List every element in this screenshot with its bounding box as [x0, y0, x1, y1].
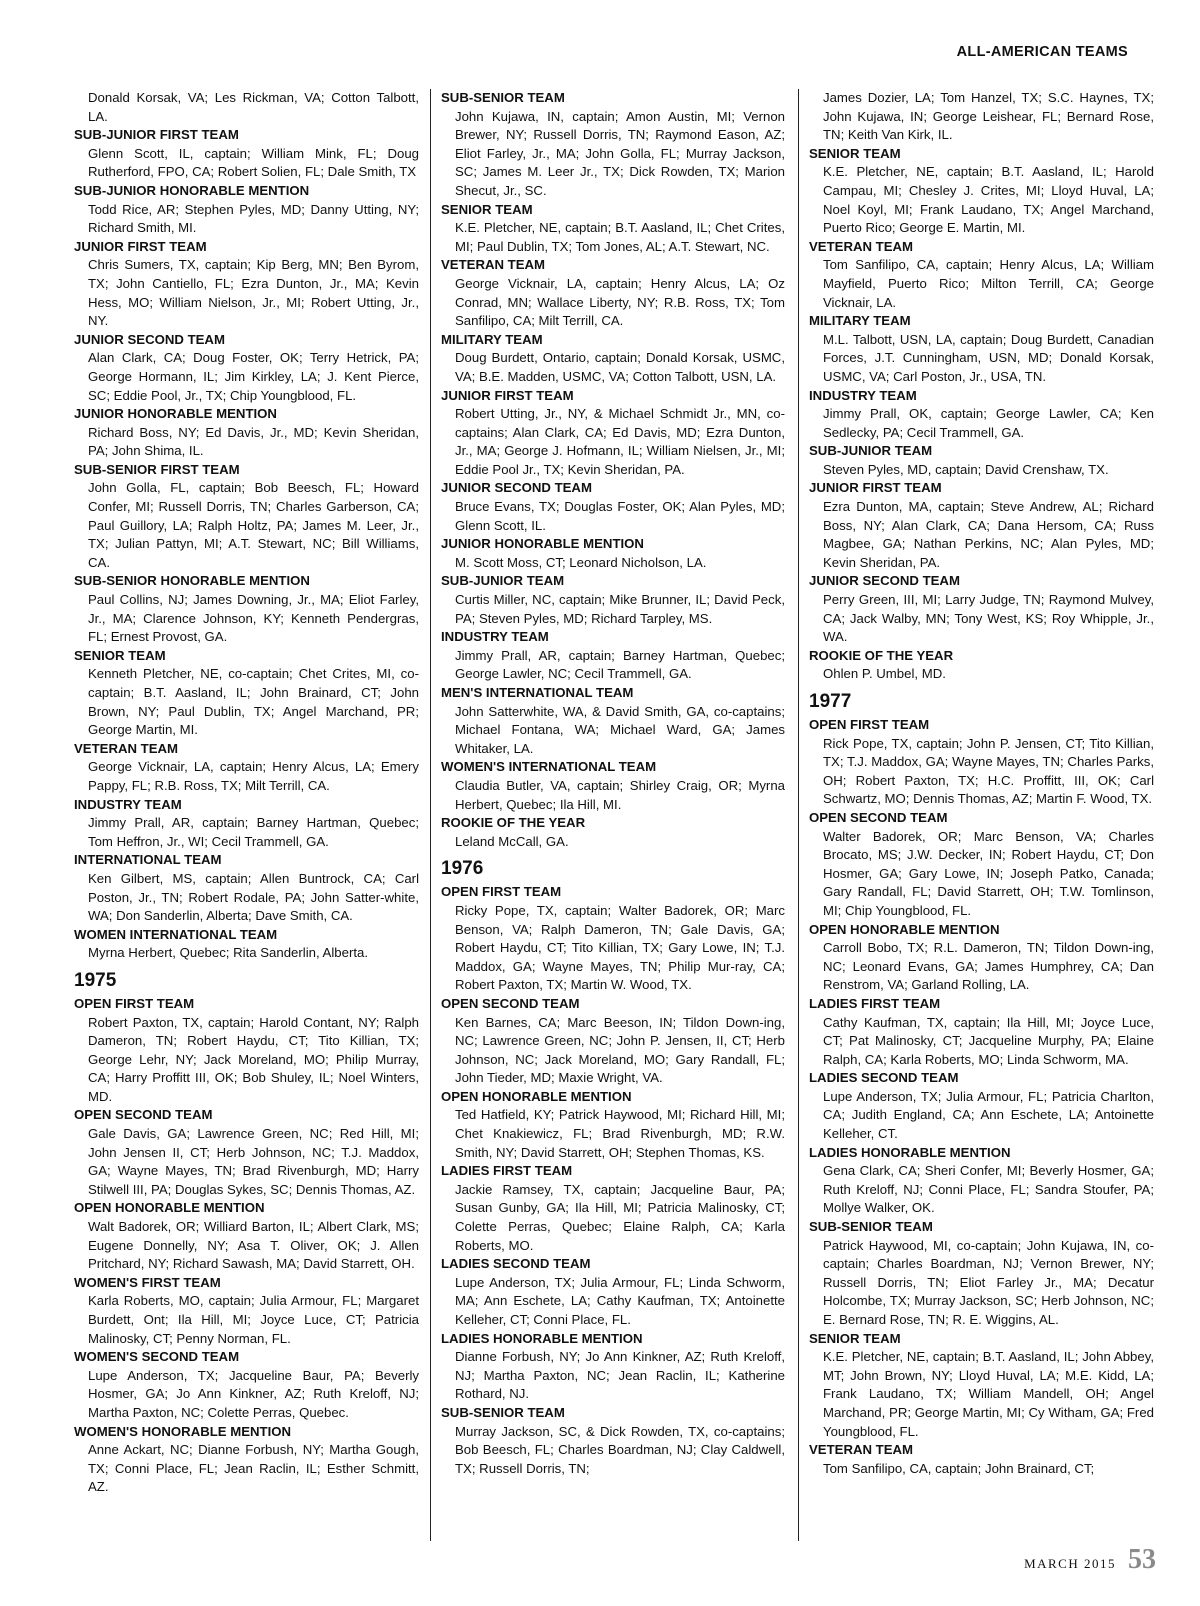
column-middle: [441, 89, 785, 1478]
team-heading: WOMEN INTERNATIONAL TEAM: [74, 926, 278, 942]
team-roster: Donald Korsak, VA; Les Rickman, VA; Cotton Talbott, LA.: [88, 90, 419, 124]
team-roster: Ezra Dunton, MA, captain; Steve Andrew, AL; Richard Boss, NY; Alan Clark, CA; Dana Hersom, CA; Russ Magbee, GA; Nathan Perkins, NC; Alan Pyles, MD; Kevin Sheridan, PA.: [823, 499, 1154, 570]
team-heading: LADIES HONORABLE MENTION: [441, 1330, 643, 1346]
team-roster: Robert Paxton, TX, captain; Harold Contant, NY; Ralph Dameron, TN; Robert Haydu, CT; Tito Killian, TX; George Lehr, NY; Jack Moreland, MO; Philip Murray, CA; Harry Proffitt III, OK; Bob Shuley, IL; Noel Winters, MD.: [88, 1014, 419, 1104]
team-roster: Rick Pope, TX, captain; John P. Jensen, CT; Tito Killian, TX; T.J. Maddox, GA; Wayne Mayes, TN; Charles Parks, OH; Robert Paxton, TX; H.C. Proffitt, III, OK; Carl Schwartz, MO; Dennis Thomas, AZ; Martin F. Wood, TX.: [823, 735, 1154, 807]
team-heading: WOMEN'S FIRST TEAM: [74, 1274, 221, 1290]
year-heading: 1977: [809, 691, 852, 712]
team-heading: WOMEN'S INTERNATIONAL TEAM: [441, 759, 657, 775]
team-heading: INTERNATIONAL TEAM: [74, 852, 222, 868]
team-roster: Tom Sanfilipo, CA, captain; Henry Alcus, LA; William Mayfield, Puerto Rico; Milton Terrill, CA; George Vicknair, LA.: [823, 257, 1154, 310]
team-heading: VETERAN TEAM: [441, 257, 546, 273]
team-roster: Robert Utting, Jr., NY, & Michael Schmidt Jr., MN, co-captains; Alan Clark, CA; Ed Davis, MD; Ezra Dunton, Jr., MA; George J. Hofmann, IL; William Nielsen, Jr., MI; Eddie Pool Jr., TX; Kevin Sheridan, PA.: [455, 406, 785, 477]
team-heading: JUNIOR FIRST TEAM: [441, 387, 574, 403]
team-roster: James Dozier, LA; Tom Hanzel, TX; S.C. Haynes, TX; John Kujawa, IN; George Leishear, FL; Bernard Rose, TN; Keith Van Kirk, IL.: [823, 90, 1154, 143]
year-heading: 1975: [74, 969, 117, 991]
team-roster: Lupe Anderson, TX; Jacqueline Baur, PA; Beverly Hosmer, GA; Jo Ann Kinkner, AZ; Ruth Kreloff, NJ; Martha Paxton, NC; Colette Perras, Quebec.: [88, 1367, 419, 1420]
team-heading: LADIES SECOND TEAM: [809, 1070, 959, 1086]
team-roster: Carroll Bobo, TX; R.L. Dameron, TN; Tildon Down-ing, NC; Leonard Evans, GA; James Humphrey, CA; Dan Renstrom, VA; Garland Rolling, LA.: [823, 940, 1154, 993]
team-roster: Karla Roberts, MO, captain; Julia Armour, FL; Margaret Burdett, Ont; Ila Hill, MI; Joyce Luce, CT; Patricia Malinosky, CT; Penny Norman, FL.: [88, 1293, 419, 1346]
team-roster: Anne Ackart, NC; Dianne Forbush, NY; Martha Gough, TX; Conni Place, FL; Jean Raclin, IL; Esther Schmitt, AZ.: [88, 1442, 419, 1495]
team-heading: SUB-SENIOR TEAM: [441, 1404, 565, 1420]
team-roster: Cathy Kaufman, TX, captain; Ila Hill, MI; Joyce Luce, CT; Pat Malinosky, CT; Jacqueline Murphy, PA; Elaine Ralph, CA; Karla Roberts, MO; Linda Schworm, MA.: [823, 1014, 1154, 1067]
team-heading: JUNIOR FIRST TEAM: [809, 480, 942, 496]
team-roster: John Satterwhite, WA, & David Smith, GA, co-captains; Michael Fontana, WA; Michael Ward, GA; James Whitaker, LA.: [455, 703, 785, 756]
team-roster: M. Scott Moss, CT; Leonard Nicholson, LA.: [455, 554, 707, 570]
column-left: [74, 89, 419, 1497]
team-heading: SUB-JUNIOR TEAM: [809, 443, 933, 459]
team-heading: INDUSTRY TEAM: [809, 387, 917, 403]
team-heading: SUB-JUNIOR HONORABLE MENTION: [74, 182, 310, 198]
team-heading: INDUSTRY TEAM: [441, 629, 549, 645]
team-roster: Ted Hatfield, KY; Patrick Haywood, MI; Richard Hill, MI; Chet Knakiewicz, FL; Brad Rivenburgh, MD; R.W. Smith, NY; David Starrett, OH; Stephen Thomas, KS.: [455, 1107, 785, 1160]
team-heading: VETERAN TEAM: [74, 740, 179, 756]
team-roster: Jackie Ramsey, TX, captain; Jacqueline Baur, PA; Susan Gunby, GA; Ila Hill, MI; Patricia Malinosky, CT; Colette Perras, Quebec; Elaine Ralph, CA; Karla Roberts, MO.: [455, 1181, 785, 1253]
team-heading: OPEN SECOND TEAM: [441, 995, 580, 1011]
team-heading: MILITARY TEAM: [809, 313, 911, 329]
team-heading: VETERAN TEAM: [809, 238, 914, 254]
team-heading: SUB-SENIOR FIRST TEAM: [74, 461, 240, 477]
team-roster: Jimmy Prall, AR, captain; Barney Hartman, Quebec; George Lawler, NC; Cecil Trammell, GA.: [455, 647, 785, 682]
column-divider: [430, 89, 431, 1541]
team-heading: SUB-SENIOR TEAM: [809, 1219, 933, 1235]
team-roster: Ricky Pope, TX, captain; Walter Badorek, OR; Marc Benson, VA; Ralph Dameron, TN; Gale Davis, GA; Robert Haydu, CT; Tito Killian, TX; Gary Lowe, IN; T.J. Maddox, GA; Wayne Mayes, TN; Philip Mur-ray, CA; Robert Paxton, TX; Martin W. Wood, TX.: [455, 902, 785, 993]
team-heading: LADIES FIRST TEAM: [809, 995, 941, 1011]
team-heading: LADIES HONORABLE MENTION: [809, 1144, 1011, 1160]
team-roster: Tom Sanfilipo, CA, captain; John Brainard, CT;: [823, 1460, 1095, 1476]
team-heading: SENIOR TEAM: [74, 647, 166, 663]
team-roster: Gena Clark, CA; Sheri Confer, MI; Beverly Hosmer, GA; Ruth Kreloff, NJ; Conni Place, FL; Sandra Stoufer, PA; Mollye Walker, OK.: [823, 1163, 1154, 1216]
team-heading: LADIES FIRST TEAM: [441, 1163, 573, 1179]
column-right: [809, 89, 1154, 1478]
team-heading: OPEN FIRST TEAM: [74, 995, 195, 1011]
team-roster: Chris Sumers, TX, captain; Kip Berg, MN; Ben Byrom, TX; John Cantiello, FL; Ezra Dunton, Jr., MA; Kevin Hess, MO; William Nielson, Jr., MI; Robert Utting, Jr., NY.: [88, 257, 419, 329]
issue-date: MARCH 2015: [1024, 1556, 1116, 1571]
team-heading: MILITARY TEAM: [441, 331, 543, 347]
team-roster: Walter Badorek, OR; Marc Benson, VA; Charles Brocato, MS; J.W. Decker, IN; Robert Haydu, CT; Don Hosmer, GA; Gary Lowe, IN; Joseph Patko, Canada; Gary Randall, FL; David Starrett, OH; T.W. Tomlinson, MI; Chip Youngblood, FL.: [823, 828, 1154, 918]
team-heading: WOMEN'S HONORABLE MENTION: [74, 1423, 292, 1439]
team-heading: SENIOR TEAM: [809, 1330, 901, 1346]
team-roster: Richard Boss, NY; Ed Davis, Jr., MD; Kevin Sheridan, PA; John Shima, IL.: [88, 424, 419, 459]
page-number: 53: [1128, 1544, 1156, 1575]
year-heading: 1976: [441, 858, 484, 880]
team-roster: K.E. Pletcher, NE, captain; B.T. Aasland, IL; Chet Crites, MI; Paul Dublin, TX; Tom Jones, AL; A.T. Stewart, NC.: [455, 220, 785, 254]
team-roster: Walt Badorek, OR; Williard Barton, IL; Albert Clark, MS; Eugene Donnelly, NY; Asa T. Oliver, OK; J. Allen Pritchard, NY; Richard Sawash, MA; David Starrett, OH.: [88, 1219, 419, 1272]
team-heading: OPEN SECOND TEAM: [74, 1107, 213, 1123]
team-heading: ROOKIE OF THE YEAR: [809, 647, 954, 663]
team-roster: Jimmy Prall, AR, captain; Barney Hartman, Quebec; Tom Heffron, Jr., WI; Cecil Trammell, GA.: [88, 815, 419, 849]
team-heading: INDUSTRY TEAM: [74, 796, 182, 812]
team-roster: Steven Pyles, MD, captain; David Crenshaw, TX.: [823, 461, 1109, 477]
team-roster: Glenn Scott, IL, captain; William Mink, FL; Doug Rutherford, FPO, CA; Robert Solien, FL; Dale Smith, TX: [88, 145, 419, 180]
team-heading: WOMEN'S SECOND TEAM: [74, 1349, 240, 1365]
team-roster: Gale Davis, GA; Lawrence Green, NC; Red Hill, MI; John Jensen II, CT; Herb Johnson, NC; T.J. Maddox, GA; Wayne Mayes, TN; Brad Rivenburgh, MD; Harry Stilwell III, PA; Douglas Sykes, SC; Dennis Thomas, AZ.: [88, 1126, 419, 1197]
column-divider: [798, 89, 799, 1541]
team-roster: Ken Gilbert, MS, captain; Allen Buntrock, CA; Carl Poston, Jr., TN; Robert Rodale, PA; John Satter-white, WA; Don Sanderlin, Alberta; Dave Smith, CA.: [88, 870, 419, 924]
team-roster: Jimmy Prall, OK, captain; George Lawler, CA; Ken Sedlecky, PA; Cecil Trammell, GA.: [823, 406, 1154, 440]
team-heading: SUB-JUNIOR TEAM: [441, 573, 565, 589]
team-heading: SUB-SENIOR HONORABLE MENTION: [74, 573, 310, 589]
team-heading: SENIOR TEAM: [441, 201, 533, 217]
team-roster: Perry Green, III, MI; Larry Judge, TN; Raymond Mulvey, CA; Jack Walby, MN; Tony West, KS; Roy Whipple, Jr., WA.: [823, 592, 1154, 645]
team-heading: JUNIOR SECOND TEAM: [74, 331, 225, 347]
team-roster: George Vicknair, LA, captain; Henry Alcus, LA; Oz Conrad, MN; Wallace Liberty, NY; R.B. Ross, TX; Tom Sanfilipo, CA; Milt Terrill, CA.: [455, 275, 785, 329]
team-roster: Bruce Evans, TX; Douglas Foster, OK; Alan Pyles, MD; Glenn Scott, IL.: [455, 499, 785, 533]
team-roster: John Golla, FL, captain; Bob Beesch, FL; Howard Confer, MI; Russell Dorris, TN; Charles Garberson, CA; Paul Guillory, LA; Ralph Holtz, PA; James M. Leer, Jr., TX; Julian Pattyn, MI; A.T. Stewart, NC; Bill Williams, CA.: [88, 480, 419, 570]
team-roster: Dianne Forbush, NY; Jo Ann Kinkner, AZ; Ruth Kreloff, NJ; Martha Paxton, NC; Jean Raclin, IL; Katherine Rothard, NJ.: [455, 1349, 785, 1402]
team-heading: OPEN FIRST TEAM: [441, 884, 562, 900]
team-roster: Alan Clark, CA; Doug Foster, OK; Terry Hetrick, PA; George Hormann, IL; Jim Kirkley, LA; J. Kent Pierce, SC; Eddie Pool, Jr., TX; Chip Youngblood, FL.: [88, 350, 419, 403]
team-roster: Claudia Butler, VA, captain; Shirley Craig, OR; Myrna Herbert, Quebec; Ila Hill, MI.: [455, 777, 785, 812]
team-heading: OPEN HONORABLE MENTION: [809, 921, 1000, 937]
team-roster: Lupe Anderson, TX; Julia Armour, FL; Linda Schworm, MA; Ann Eschete, LA; Cathy Kaufman, TX; Antoinette Kelleher, CT; Conni Place, FL.: [455, 1274, 785, 1327]
team-heading: JUNIOR FIRST TEAM: [74, 238, 207, 254]
team-heading: SUB-SENIOR TEAM: [441, 90, 565, 105]
team-heading: MEN'S INTERNATIONAL TEAM: [441, 685, 634, 700]
team-heading: LADIES SECOND TEAM: [441, 1256, 591, 1272]
team-heading: JUNIOR SECOND TEAM: [809, 573, 960, 589]
team-heading: OPEN SECOND TEAM: [809, 809, 948, 825]
team-roster: George Vicknair, LA, captain; Henry Alcus, LA; Emery Pappy, FL; R.B. Ross, TX; Milt Terrill, CA.: [88, 759, 419, 793]
team-roster: K.E. Pletcher, NE, captain; B.T. Aasland, IL; John Abbey, MT; John Brown, NY; Lloyd Huval, LA; M.E. Kidd, LA; Frank Laudano, TX; William Mandell, OH; Angel Marchand, PR; George Martin, MI; Cy Witham, GA; Fred Youngblood, FL.: [823, 1349, 1154, 1439]
page-footer: [1024, 1544, 1156, 1576]
team-heading: ROOKIE OF THE YEAR: [441, 815, 586, 831]
team-heading: VETERAN TEAM: [809, 1442, 914, 1458]
team-heading: JUNIOR HONORABLE MENTION: [441, 536, 644, 552]
team-roster: Paul Collins, NJ; James Downing, Jr., MA; Eliot Farley, Jr., MA; Clarence Johnson, KY; Kenneth Pendergras, FL; Ernest Provost, GA.: [88, 592, 419, 645]
team-roster: Leland McCall, GA.: [455, 833, 569, 849]
team-heading: SENIOR TEAM: [809, 145, 901, 161]
team-roster: Doug Burdett, Ontario, captain; Donald Korsak, USMC, VA; B.E. Madden, USMC, VA; Cotton Talbott, USN, LA.: [455, 350, 785, 384]
team-roster: Curtis Miller, NC, captain; Mike Brunner, IL; David Peck, PA; Steven Pyles, MD; Richard Tarpley, MS.: [455, 592, 785, 626]
team-heading: OPEN HONORABLE MENTION: [74, 1200, 265, 1216]
team-roster: Lupe Anderson, TX; Julia Armour, FL; Patricia Charlton, CA; Judith England, CA; Ann Eschete, LA; Antoinette Kelleher, CT.: [823, 1088, 1154, 1142]
team-roster: Ohlen P. Umbel, MD.: [823, 666, 946, 682]
team-roster: Murray Jackson, SC, & Dick Rowden, TX, co-captains; Bob Beesch, FL; Charles Boardman, NJ; Clay Caldwell, TX; Russell Dorris, TN;: [455, 1423, 785, 1476]
running-head: ALL-AMERICAN TEAMS: [956, 44, 1128, 60]
team-roster: Todd Rice, AR; Stephen Pyles, MD; Danny Utting, NY; Richard Smith, MI.: [88, 201, 419, 236]
team-heading: OPEN FIRST TEAM: [809, 717, 930, 732]
team-heading: JUNIOR SECOND TEAM: [441, 480, 592, 496]
team-roster: Patrick Haywood, MI, co-captain; John Kujawa, IN, co-captain; Charles Boardman, NJ; Vernon Brewer, NY; Russell Dorris, TN; Eliot Farley Jr., MA; Decatur Holcombe, TX; Murray Jackson, SC; Herb Johnson, NC; E. Bernard Rose, TN; R. E. Wiggins, AL.: [823, 1237, 1154, 1327]
team-roster: Kenneth Pletcher, NE, co-captain; Chet Crites, MI, co-captain; B.T. Aasland, IL; John Brainard, CT; John Brown, NY; Paul Dublin, TX; Angel Marchand, PR; George Martin, MI.: [88, 666, 419, 738]
team-roster: John Kujawa, IN, captain; Amon Austin, MI; Vernon Brewer, NY; Russell Dorris, TN; Raymond Eason, AZ; Eliot Farley, Jr., MA; John Golla, FL; Murray Jackson, SC; James M. Leer Jr., TX; Dick Rowden, TX; Marion Shecut, Jr., SC.: [455, 108, 785, 198]
team-heading: SUB-JUNIOR FIRST TEAM: [74, 127, 239, 143]
team-heading: JUNIOR HONORABLE MENTION: [74, 406, 277, 422]
team-roster: Myrna Herbert, Quebec; Rita Sanderlin, Alberta.: [88, 945, 369, 961]
team-heading: OPEN HONORABLE MENTION: [441, 1088, 632, 1104]
team-roster: K.E. Pletcher, NE, captain; B.T. Aasland, IL; Harold Campau, MI; Chesley J. Crites, MI; Lloyd Huval, LA; Noel Koyl, MI; Frank Laudano, TX; Angel Marchand, Puerto Rico; George E. Martin, MI.: [823, 164, 1154, 236]
team-roster: M.L. Talbott, USN, LA, captain; Doug Burdett, Canadian Forces, J.T. Cunningham, USN, MD; Donald Korsak, USMC, VA; Carl Poston, Jr., USA, TN.: [823, 331, 1154, 384]
team-roster: Ken Barnes, CA; Marc Beeson, IN; Tildon Down-ing, NC; Lawrence Green, NC; John P. Jensen, II, CT; Herb Johnson, NC; Jack Moreland, MO; Gary Randall, FL; John Tieder, MD; Maxie Wright, VA.: [455, 1014, 785, 1086]
